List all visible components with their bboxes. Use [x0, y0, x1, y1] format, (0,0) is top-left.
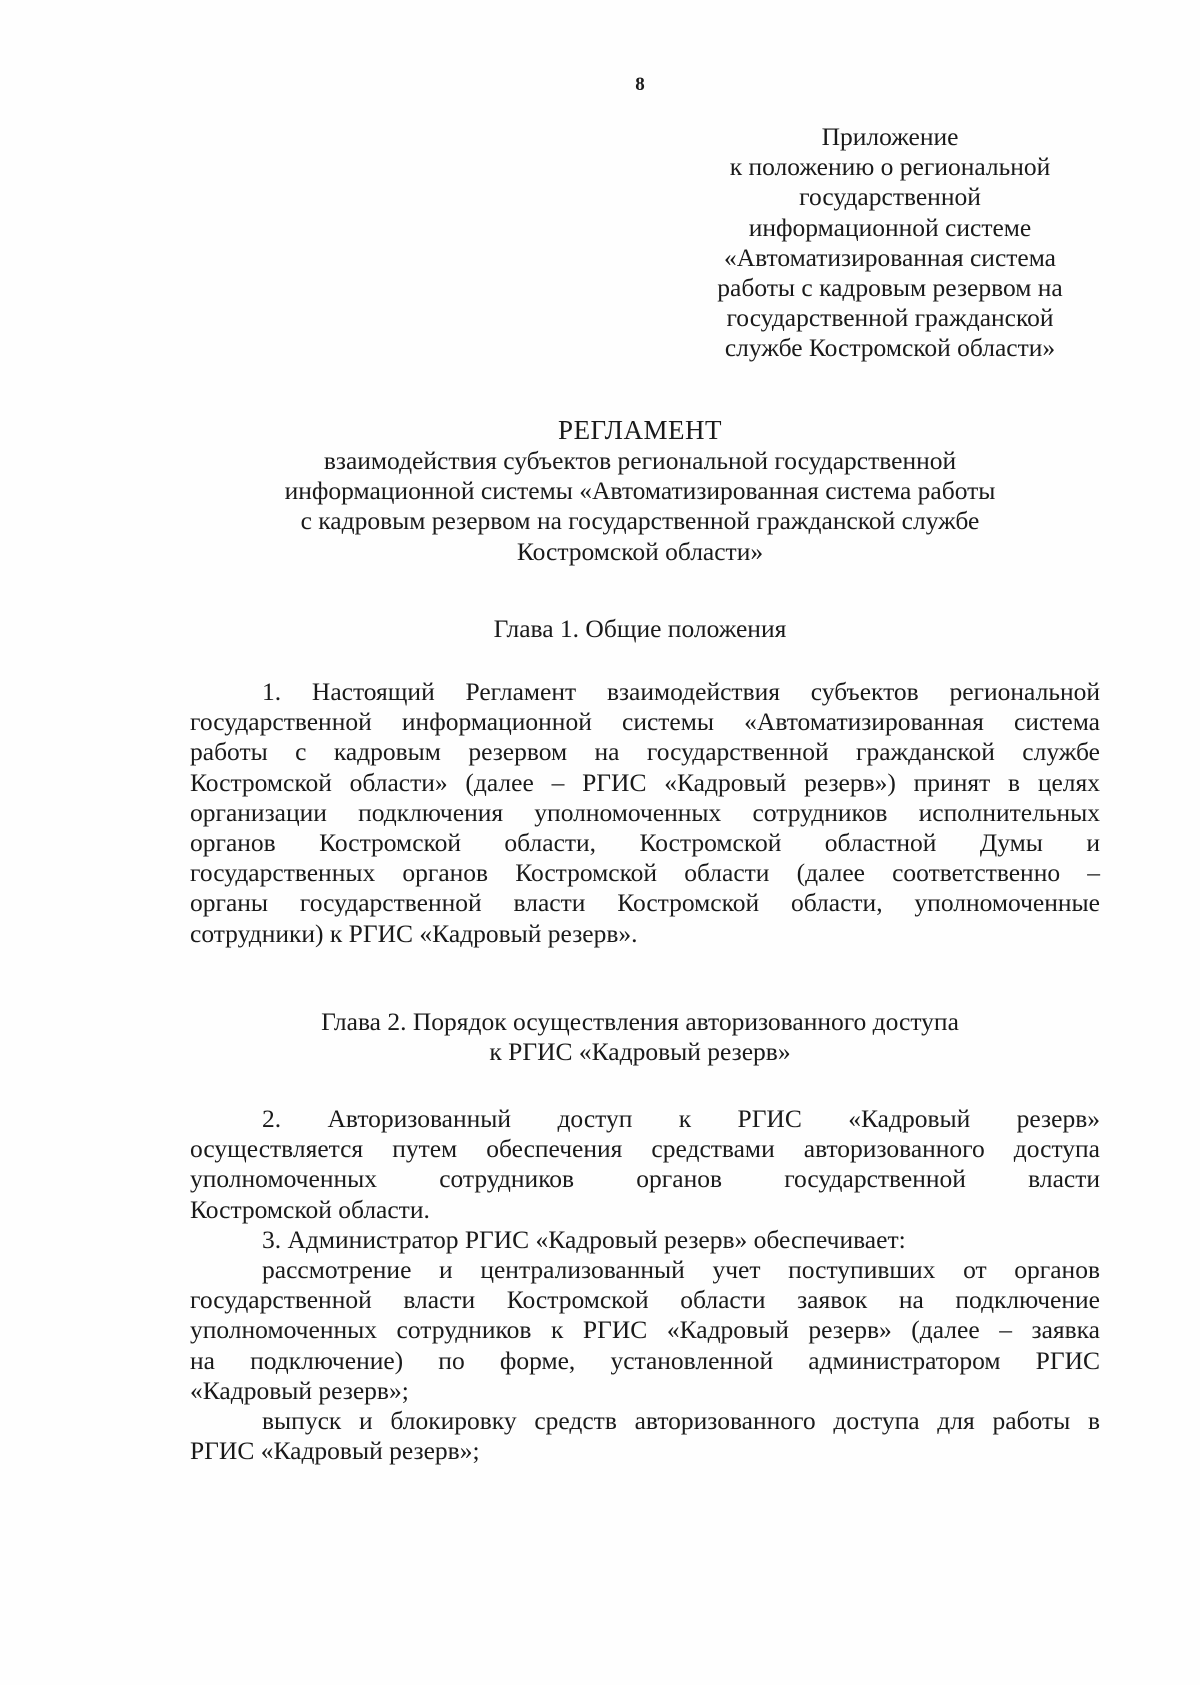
- text-line: Костромской области» (далее – РГИС «Кадровый резерв») принят в целях: [190, 767, 1100, 797]
- text-line: 2. Авторизованный доступ к РГИС «Кадровый резерв»: [262, 1104, 1100, 1133]
- appendix-line: Приложение: [821, 122, 959, 151]
- text-line: «Кадровый резерв»;: [190, 1375, 409, 1405]
- text-line: 3. Администратор РГИС «Кадровый резерв» обеспечивает:: [262, 1224, 906, 1254]
- text-line: государственной информационной системы «Автоматизированная система: [190, 707, 1100, 737]
- subtitle-line: информационной системы «Автоматизированная система работы: [284, 476, 996, 506]
- appendix-line: работы с кадровым резервом на: [717, 273, 1063, 303]
- document-subtitle: [190, 446, 1090, 567]
- text-line: организации подключения уполномоченных сотрудников исполнительных: [190, 797, 1100, 827]
- chapter-heading-line: к РГИС «Кадровый резерв»: [489, 1037, 791, 1067]
- text-line: Костромской области.: [190, 1194, 430, 1224]
- appendix-line: государственной: [799, 182, 981, 212]
- text-line: на подключение) по форме, установленной администратором РГИС: [190, 1345, 1100, 1375]
- text-line: выпуск и блокировку средств авторизованного доступа для работы в: [262, 1405, 1100, 1435]
- text-line: РГИС «Кадровый резерв»;: [190, 1436, 480, 1466]
- page-number: 8: [635, 74, 645, 95]
- text-line: уполномоченных сотрудников к РГИС «Кадровый резерв» (далее – заявка: [190, 1315, 1100, 1345]
- document-title: РЕГЛАМЕНТ: [558, 415, 722, 445]
- subtitle-line: Костромской области»: [516, 536, 764, 566]
- paragraph-1: [190, 677, 1100, 949]
- paragraph-2-3: [190, 1104, 1100, 1466]
- text-line: осуществляется путем обеспечения средствами авторизованного доступа: [190, 1134, 1100, 1164]
- text-line: сотрудники) к РГИС «Кадровый резерв».: [190, 918, 638, 948]
- text-line: рассмотрение и централизованный учет поступивших от органов: [262, 1254, 1100, 1284]
- subtitle-line: взаимодействия субъектов региональной государственной: [323, 446, 957, 475]
- appendix-line: «Автоматизированная система: [723, 242, 1057, 272]
- text-line: государственной власти Костромской области заявок на подключение: [190, 1285, 1100, 1315]
- appendix-line: к положению о региональной: [729, 152, 1051, 182]
- document-title-block: [190, 414, 1090, 567]
- chapter-1-heading: [190, 614, 1090, 644]
- appendix-header: [690, 122, 1090, 364]
- chapter-heading-line: Глава 1. Общие положения: [493, 614, 787, 643]
- subtitle-line: с кадровым резервом на государственной гражданской службе: [300, 506, 980, 536]
- text-line: работы с кадровым резервом на государственной гражданской службе: [190, 737, 1100, 767]
- appendix-line: государственной гражданской: [726, 303, 1054, 333]
- text-line: органы государственной власти Костромской области, уполномоченные: [190, 888, 1100, 918]
- chapter-heading-line: Глава 2. Порядок осуществления авторизованного доступа: [321, 1007, 959, 1036]
- text-line: государственных органов Костромской области (далее соответственно –: [190, 858, 1100, 888]
- appendix-line: информационной системе: [748, 212, 1032, 242]
- chapter-2-heading: [190, 1007, 1090, 1067]
- appendix-line: службе Костромской области»: [724, 333, 1056, 363]
- text-line: 1. Настоящий Регламент взаимодействия субъектов региональной: [262, 677, 1100, 706]
- text-line: органов Костромской области, Костромской областной Думы и: [190, 827, 1100, 857]
- text-line: уполномоченных сотрудников органов государственной власти: [190, 1164, 1100, 1194]
